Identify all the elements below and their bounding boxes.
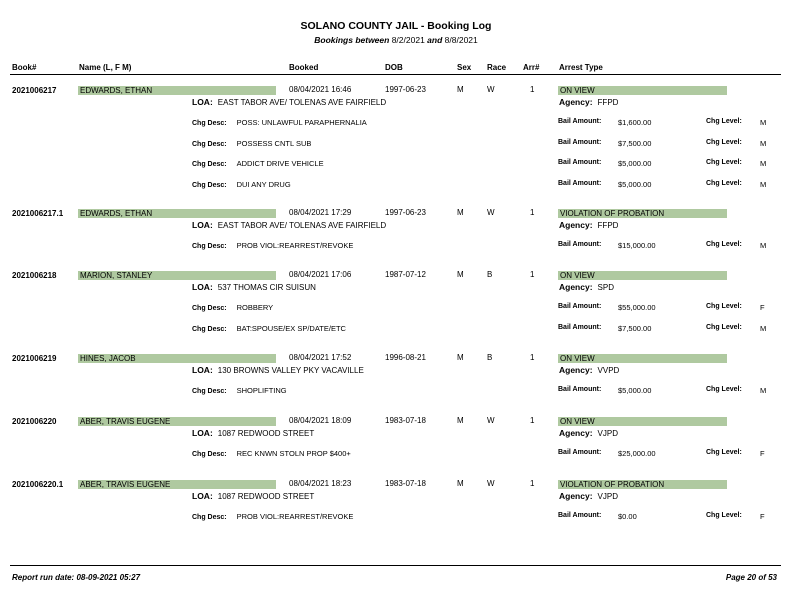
charge-desc-value: POSSESS CNTL SUB [236,138,312,148]
location-of-arrest-label: LOA: [192,220,213,230]
location-of-arrest-label: LOA: [192,428,213,438]
charge-level-label: Chg Level: [706,386,742,393]
charge-desc-value: PROB VIOL:REARREST/REVOKE [236,241,354,250]
bail-amount-label: Bail Amount: [558,159,602,166]
location-of-arrest-value: 537 THOMAS CIR SUISUN [217,283,316,292]
booked-datetime: 08/04/2021 17:29 [289,208,352,217]
report-subtitle [0,35,792,45]
col-header-sex: Sex [457,63,472,72]
agency [559,282,614,292]
charge-level: M [760,138,767,148]
charge-desc-value: BAT:SPOUSE/EX SP/DATE/ETC [236,323,346,333]
charge-level: M [760,179,767,189]
bail-amount: $15,000.00 [618,241,656,250]
booked-datetime: 08/04/2021 18:23 [289,479,352,488]
bail-amount-label: Bail Amount: [558,386,602,393]
date-of-birth: 1983-07-18 [385,416,426,425]
arrest-number: 1 [530,416,535,425]
charge-desc-label: Chg Desc: [192,181,227,189]
charge-desc [192,180,291,189]
charge-level: M [760,118,767,127]
col-header-booked: Booked [289,63,319,72]
inmate-name: EDWARDS, ETHAN [78,86,276,95]
date-to: 8/8/2021 [444,35,478,45]
charge-level: F [760,512,765,521]
subtitle-and: and [427,35,443,45]
charge-level-label: Chg Level: [706,118,742,125]
bail-amount: $7,500.00 [618,138,652,148]
bail-amount-label: Bail Amount: [558,449,602,456]
inmate-name: MARION, STANLEY [78,271,276,280]
location-of-arrest-label: LOA: [192,491,213,501]
charge-desc [192,118,367,127]
charge-level: M [760,386,767,395]
book-number: 2021006220.1 [12,480,64,489]
agency-label: Agency: [559,491,593,501]
booked-datetime: 08/04/2021 17:06 [289,270,352,279]
location-of-arrest-value: EAST TABOR AVE/ TOLENAS AVE FAIRFIELD [217,221,387,230]
charge-desc-value: SHOPLIFTING [236,386,287,395]
charge-level: M [760,241,767,250]
charge-level-label: Chg Level: [706,512,742,519]
arrest-type: ON VIEW [558,354,727,363]
bail-amount: $55,000.00 [618,303,656,312]
date-from: 8/2/2021 [391,35,425,45]
race: W [487,208,495,217]
charge-desc-label: Chg Desc: [192,388,227,395]
sex: M [457,85,464,94]
agency [559,428,618,438]
location-of-arrest [192,365,364,375]
charge-desc [192,512,353,521]
charge-desc [192,449,351,458]
arrest-number: 1 [530,85,535,94]
book-number: 2021006217 [12,86,57,95]
location-of-arrest-value: 1087 REDWOOD STREET [217,429,315,438]
arrest-number: 1 [530,208,535,217]
bail-amount-label: Bail Amount: [558,512,602,519]
page-number: Page 20 of 53 [725,573,777,582]
race: B [487,353,493,362]
bail-amount-label: Bail Amount: [558,323,602,331]
agency-value: VJPD [597,492,618,501]
charge-level-label: Chg Level: [706,179,742,187]
charge-desc-label: Chg Desc: [192,305,227,312]
charge-level-label: Chg Level: [706,449,742,456]
date-of-birth: 1987-07-12 [385,270,426,279]
location-of-arrest-label: LOA: [192,365,213,375]
book-number: 2021006217.1 [12,209,64,218]
charge-desc-value: REC KNWN STOLN PROP $400+ [236,449,351,458]
bail-amount: $7,500.00 [618,323,652,333]
report-title: SOLANO COUNTY JAIL - Booking Log [300,20,492,32]
agency [559,491,618,501]
location-of-arrest-label: LOA: [192,97,213,107]
charge-level-label: Chg Level: [706,323,742,331]
charge-desc-label: Chg Desc: [192,140,227,148]
date-of-birth: 1983-07-18 [385,479,426,488]
bail-amount: $5,000.00 [618,159,652,168]
sex: M [457,353,464,362]
arrest-number: 1 [530,270,535,279]
charge-desc-label: Chg Desc: [192,120,227,127]
location-of-arrest-label: LOA: [192,282,213,292]
inmate-name: HINES, JACOB [78,354,276,363]
charge-level-label: Chg Level: [706,303,742,310]
sex: M [457,416,464,425]
charge-level-label: Chg Level: [706,138,742,146]
arrest-type: VIOLATION OF PROBATION [558,209,727,218]
race: W [487,85,495,94]
charge-level-label: Chg Level: [706,241,742,248]
date-of-birth: 1997-06-23 [385,208,426,217]
arrest-type: ON VIEW [558,271,727,280]
footer-rule [10,565,781,566]
charge-level: M [760,159,767,168]
charge-desc-label: Chg Desc: [192,243,227,250]
agency [559,365,619,375]
charge-desc [192,159,324,168]
header-rule [10,74,781,75]
race: W [487,416,495,425]
location-of-arrest-value: 1087 REDWOOD STREET [217,492,315,501]
agency-label: Agency: [559,365,593,375]
inmate-name: EDWARDS, ETHAN [78,209,276,218]
booked-datetime: 08/04/2021 17:52 [289,353,352,362]
booked-datetime: 08/04/2021 18:09 [289,416,352,425]
race: B [487,270,493,279]
agency-value: VVPD [597,366,620,375]
sex: M [457,208,464,217]
agency-label: Agency: [559,282,593,292]
charge-desc [192,386,287,395]
agency-label: Agency: [559,220,593,230]
col-header-book: Book# [12,63,37,72]
agency-label: Agency: [559,428,593,438]
bail-amount-label: Bail Amount: [558,138,602,146]
agency-value: SPD [597,283,614,292]
booked-datetime: 08/04/2021 16:46 [289,85,352,94]
book-number: 2021006220 [12,417,57,426]
charge-desc [192,139,311,148]
bail-amount: $1,600.00 [618,118,652,127]
charge-desc-label: Chg Desc: [192,325,227,333]
agency-value: FFPD [597,221,619,230]
subtitle-prefix: Bookings between [314,35,390,45]
charge-desc-label: Chg Desc: [192,161,227,168]
arrest-number: 1 [530,479,535,488]
col-header-dob: DOB [385,63,403,72]
bail-amount: $5,000.00 [618,179,652,189]
charge-desc-value: DUI ANY DRUG [236,179,291,189]
bail-amount-label: Bail Amount: [558,179,602,187]
charge-level: M [760,323,767,333]
location-of-arrest [192,282,316,292]
charge-level-label: Chg Level: [706,159,742,166]
sex: M [457,270,464,279]
bail-amount: $5,000.00 [618,386,652,395]
charge-desc [192,324,346,333]
col-header-arrest-type: Arrest Type [559,63,603,72]
sex: M [457,479,464,488]
charge-desc-value: POSS: UNLAWFUL PARAPHERNALIA [236,118,367,127]
charge-desc-label: Chg Desc: [192,514,227,521]
arrest-type: VIOLATION OF PROBATION [558,480,727,489]
location-of-arrest-value: EAST TABOR AVE/ TOLENAS AVE FAIRFIELD [217,98,387,107]
date-of-birth: 1997-06-23 [385,85,426,94]
bail-amount-label: Bail Amount: [558,241,602,248]
report-run-date: Report run date: 08-09-2021 05:27 [12,573,141,582]
location-of-arrest [192,220,386,230]
charge-level: F [760,449,765,458]
location-of-arrest [192,491,314,501]
col-header-name: Name (L, F M) [79,63,132,72]
book-number: 2021006218 [12,271,57,280]
col-header-arr: Arr# [523,63,540,72]
col-header-race: Race [487,63,507,72]
inmate-name: ABER, TRAVIS EUGENE [78,480,276,489]
location-of-arrest [192,428,314,438]
arrest-type: ON VIEW [558,86,727,95]
date-of-birth: 1996-08-21 [385,353,426,362]
arrest-number: 1 [530,353,535,362]
location-of-arrest [192,97,386,107]
arrest-type: ON VIEW [558,417,727,426]
charge-desc-value: ROBBERY [236,303,274,312]
agency-value: FFPD [597,98,619,107]
charge-desc-label: Chg Desc: [192,451,227,458]
location-of-arrest-value: 130 BROWNS VALLEY PKY VACAVILLE [217,366,364,375]
race: W [487,479,495,488]
agency-value: VJPD [597,429,618,438]
charge-level: F [760,303,765,312]
bail-amount-label: Bail Amount: [558,118,602,125]
book-number: 2021006219 [12,354,57,363]
bail-amount-label: Bail Amount: [558,303,602,310]
charge-desc-value: PROB VIOL:REARREST/REVOKE [236,512,354,521]
charge-desc [192,303,273,312]
charge-desc [192,241,353,250]
agency-label: Agency: [559,97,593,107]
agency [559,97,618,107]
inmate-name: ABER, TRAVIS EUGENE [78,417,276,426]
charge-desc-value: ADDICT DRIVE VEHICLE [236,159,324,168]
bail-amount: $0.00 [618,512,637,521]
bail-amount: $25,000.00 [618,449,656,458]
agency [559,220,618,230]
